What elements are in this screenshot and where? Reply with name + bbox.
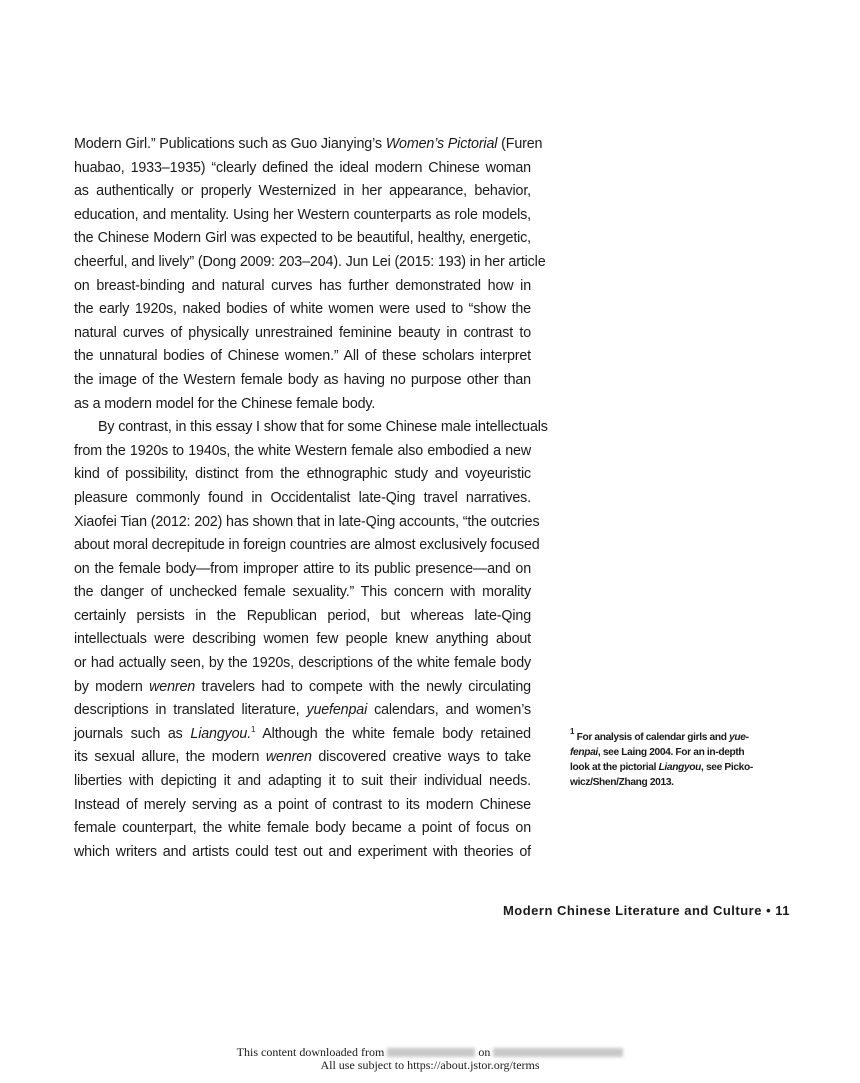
text-run: fenpai xyxy=(570,747,598,758)
text-run: Modern Girl.” Publications such as Guo Jianying’s xyxy=(74,136,386,152)
text-run: about moral decrepitude in foreign countries are almost exclusively focused xyxy=(74,537,540,554)
text-run: By contrast, in this essay I show that for some Chinese male intellectuals xyxy=(98,419,548,436)
text-run: Women’s Pictorial xyxy=(385,136,498,152)
footnote-line xyxy=(570,745,800,760)
text-run: or had actually seen, by the 1920s, descriptions of the white female body xyxy=(74,655,531,672)
redacted-ip xyxy=(387,1048,475,1057)
body-line xyxy=(74,298,531,322)
footnote-line xyxy=(570,775,800,790)
text-run: descriptions in translated literature, xyxy=(74,702,307,719)
body-line xyxy=(74,699,531,723)
body-line xyxy=(74,416,548,440)
text-run: the early 1920s, naked bodies of white women were used to “show the xyxy=(74,301,531,318)
body-line xyxy=(74,558,531,582)
text-run: the danger of unchecked female sexuality.” This concern with morality xyxy=(74,584,531,601)
text-run: the unnatural bodies of Chinese women.” All of these scholars interpret xyxy=(74,348,531,365)
text-run: natural curves of physically unrestrained feminine beauty in contrast to xyxy=(74,324,531,341)
text-run: on the female body—from improper attire to its public presence—and on xyxy=(74,560,531,577)
body-line xyxy=(74,605,531,629)
redacted-date xyxy=(493,1048,623,1057)
text-run: huabao, 1933–1935) “clearly defined the ideal modern Chinese woman xyxy=(74,159,531,176)
footnote-marker: 1 xyxy=(251,724,256,734)
body-line xyxy=(74,440,531,464)
text-run: education, and mentality. Using her Western counterparts as role models, xyxy=(74,206,531,223)
text-run: liberties with depicting it and adapting it to suit their individual needs. xyxy=(74,773,531,790)
body-line xyxy=(74,369,531,393)
running-footer: Modern Chinese Literature and Culture • 11 xyxy=(502,903,790,918)
body-line xyxy=(74,275,531,299)
text-run: certainly persists in the Republican period, but whereas late-Qing xyxy=(74,607,531,624)
text-run: as a modern model for the Chinese female body. xyxy=(74,395,376,412)
body-line xyxy=(74,251,546,275)
jstor-notice xyxy=(0,1046,860,1072)
body-line xyxy=(74,204,531,228)
text-run: look at the pictorial xyxy=(570,762,659,773)
text-run: travelers had to compete with the newly circulating xyxy=(195,678,531,695)
body-line xyxy=(74,463,531,487)
text-run: , see Picko- xyxy=(701,762,753,773)
body-line xyxy=(74,157,531,181)
text-run: Liangyou xyxy=(658,762,702,773)
text-run: discovered creative ways to take xyxy=(311,749,531,766)
text-run: the Chinese Modern Girl was expected to be beautiful, healthy, energetic, xyxy=(74,230,531,247)
footnote-marker: 1 xyxy=(570,727,575,736)
text-run: Although the white female body retained xyxy=(255,725,531,742)
body-line xyxy=(74,227,531,251)
text-run: For analysis of calendar girls and xyxy=(574,732,730,743)
body-line xyxy=(74,652,531,676)
body-line xyxy=(74,723,531,747)
text-run: as authentically or properly Westernized in her appearance, behavior, xyxy=(74,183,531,200)
body-text xyxy=(74,133,548,864)
body-line xyxy=(74,817,531,841)
text-run: Xiaofei Tian (2012: 202) has shown that in late-Qing accounts, “the outcries xyxy=(74,513,540,530)
body-line xyxy=(74,841,531,865)
terms-notice: All use subject to https://about.jstor.org/terms xyxy=(320,1058,540,1072)
body-line xyxy=(74,676,531,700)
body-line xyxy=(74,628,531,652)
text-run: from the 1920s to 1940s, the white Western female also embodied a new xyxy=(74,442,531,459)
text-run: cheerful, and lively” (Dong 2009: 203–204). Jun Lei (2015: 193) in her article xyxy=(74,253,546,270)
text-run: by modern xyxy=(74,678,150,695)
body-line xyxy=(74,534,540,558)
text-run: its sexual allure, the modern xyxy=(74,749,266,766)
text-run: , see Laing 2004. For an in-depth xyxy=(597,747,745,758)
body-line xyxy=(74,794,531,818)
footnote-line xyxy=(570,727,800,745)
body-line xyxy=(74,487,531,511)
text-run: Instead of merely serving as a point of contrast to its modern Chinese xyxy=(74,796,531,813)
download-notice: This content downloaded from on xyxy=(0,1046,860,1059)
text-run: wenren xyxy=(149,678,196,695)
text-run: (Furen xyxy=(497,136,543,152)
body-line xyxy=(74,581,531,605)
text-run: pleasure commonly found in Occidentalist late-Qing travel narratives. xyxy=(74,489,531,506)
body-line xyxy=(74,393,531,417)
body-line xyxy=(74,345,531,369)
text-run: female counterpart, the white female body became a point of focus on xyxy=(74,820,531,837)
footnote-line xyxy=(570,760,800,775)
footnote xyxy=(570,727,800,790)
text-run: the image of the Western female body as having no purpose other than xyxy=(74,371,531,388)
text-run: which writers and artists could test out and experiment with theories of xyxy=(74,843,531,860)
body-line xyxy=(74,322,531,346)
text-run: on breast-binding and natural curves has further demonstrated how in xyxy=(74,277,531,294)
text-run: kind of possibility, distinct from the ethnographic study and voyeuristic xyxy=(74,466,531,483)
text-run: Liangyou. xyxy=(190,725,252,742)
text-run: yuefenpai xyxy=(306,702,368,719)
body-line xyxy=(74,770,531,794)
body-line xyxy=(74,133,543,157)
text-run: journals such as xyxy=(74,725,191,742)
text-run: calendars, and women’s xyxy=(367,702,532,719)
body-line xyxy=(74,746,531,770)
text-run: wicz/Shen/Zhang 2013. xyxy=(570,777,674,788)
text-run: yue- xyxy=(729,732,749,743)
text-run: wenren xyxy=(265,749,312,766)
body-line xyxy=(74,511,540,535)
body-line xyxy=(74,180,531,204)
text-run: intellectuals were describing women few people knew anything about xyxy=(74,631,531,648)
